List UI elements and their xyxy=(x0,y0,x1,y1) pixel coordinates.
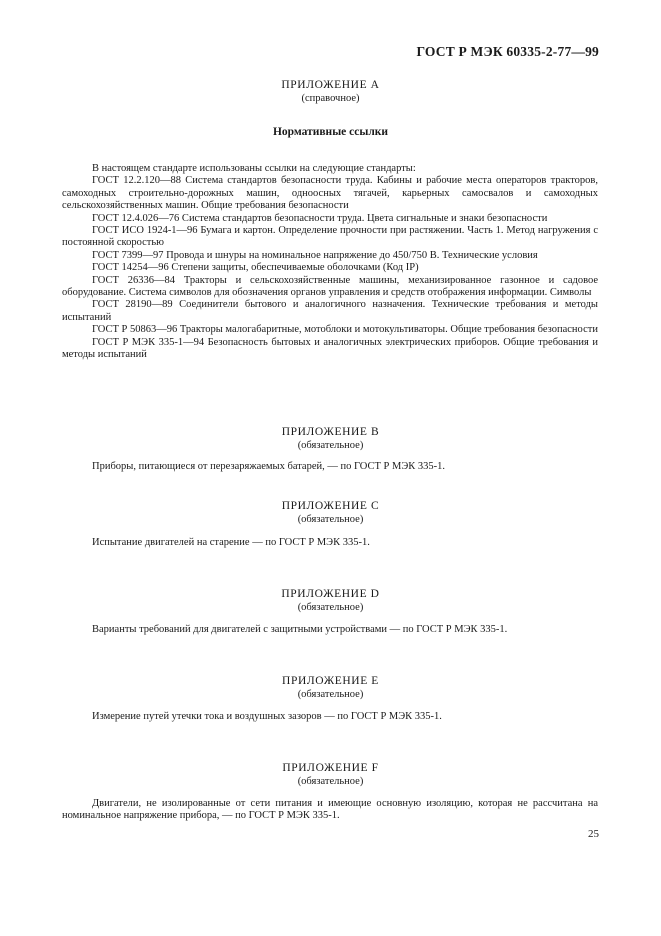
normative-references xyxy=(62,163,598,362)
annex-d-subtitle: (обязательное) xyxy=(297,602,364,613)
annex-e-text: Измерение путей утечки тока и воздушных зазоров — по ГОСТ Р МЭК 335-1. xyxy=(92,711,442,722)
annex-f-subtitle: (обязательное) xyxy=(297,776,364,787)
annex-b-text: Приборы, питающиеся от перезаряжаемых батарей, — по ГОСТ Р МЭК 335-1. xyxy=(92,461,446,472)
annex-e-header xyxy=(0,674,661,701)
annex-a-header xyxy=(0,78,661,105)
annex-a-subtitle: (справочное) xyxy=(301,93,360,104)
annex-e-subtitle: (обязательное) xyxy=(297,689,364,700)
page-number: 25 xyxy=(588,828,599,840)
annex-c-text: Испытание двигателей на старение — по ГОСТ Р МЭК 335-1. xyxy=(92,537,370,548)
annex-b-header xyxy=(0,425,661,452)
reference-item: ГОСТ 28190—89 Соединители бытового и аналогичного назначения. Технические требования и методы испытаний xyxy=(62,299,598,323)
annex-f-body xyxy=(62,798,598,823)
annex-f-text: Двигатели, не изолированные от сети питания и имеющие основную изоляцию, которая не рассчитана на номинальное напряжение прибора, — по ГОСТ Р МЭК 335-1. xyxy=(62,798,598,822)
annex-e-body xyxy=(62,711,598,723)
reference-item: ГОСТ 26336—84 Тракторы и сельскохозяйственные машины, механизированное газонное и садовое оборудование. Система символов для обозначения органов управления и средств отображения информации. Символы xyxy=(62,274,598,299)
annex-c-header xyxy=(0,499,661,526)
reference-item: ГОСТ ИСО 1924-1—96 Бумага и картон. Определение прочности при растяжении. Часть 1. Метод нагружения с постоянной скоростью xyxy=(62,225,598,249)
reference-item: ГОСТ Р МЭК 335-1—94 Безопасность бытовых и аналогичных электрических приборов. Общие требования и методы испытаний xyxy=(62,336,598,361)
reference-item: ГОСТ 12.2.120—88 Система стандартов безопасности труда. Кабины и рабочие места операторов тракторов, самоходных строительно-дорожных машин, одноосных тягачей, карьерных самосвалов и самоходных сельскохозяйственных машин. Общие требования безопасности xyxy=(62,175,598,212)
annex-f-header xyxy=(0,761,661,788)
reference-item: ГОСТ 7399—97 Провода и шнуры на номинальное напряжение до 450/750 В. Технические условия xyxy=(92,249,538,261)
annex-f-title: ПРИЛОЖЕНИЕ F xyxy=(282,762,379,774)
annex-b-subtitle: (обязательное) xyxy=(297,440,364,451)
reference-item: ГОСТ Р 50863—96 Тракторы малогабаритные, мотоблоки и мотокультиваторы. Общие требования безопасности xyxy=(92,324,598,336)
references-intro: В настоящем стандарте использованы ссылки на следующие стандарты: xyxy=(92,163,416,174)
annex-d-text: Варианты требований для двигателей с защитными устройствами — по ГОСТ Р МЭК 335-1. xyxy=(92,624,508,635)
annex-b-title: ПРИЛОЖЕНИЕ В xyxy=(281,426,380,438)
annex-c-body xyxy=(62,537,598,549)
reference-item: ГОСТ 14254—96 Степени защиты, обеспечиваемые оболочками (Код IP) xyxy=(92,262,419,274)
annex-d-title: ПРИЛОЖЕНИЕ D xyxy=(281,588,380,600)
annex-b-body xyxy=(62,461,598,473)
annex-c-title: ПРИЛОЖЕНИЕ С xyxy=(281,500,380,512)
annex-d-body xyxy=(62,624,598,636)
annex-e-title: ПРИЛОЖЕНИЕ Е xyxy=(282,675,379,687)
annex-a-title: ПРИЛОЖЕНИЕ А xyxy=(281,79,380,91)
document-id-header: ГОСТ Р МЭК 60335-2-77—99 xyxy=(416,44,599,59)
annex-a-heading: Нормативные ссылки xyxy=(272,126,389,138)
annex-d-header xyxy=(0,587,661,614)
reference-item: ГОСТ 12.4.026—76 Система стандартов безопасности труда. Цвета сигнальные и знаки безопасности xyxy=(92,212,548,224)
annex-c-subtitle: (обязательное) xyxy=(297,514,364,525)
